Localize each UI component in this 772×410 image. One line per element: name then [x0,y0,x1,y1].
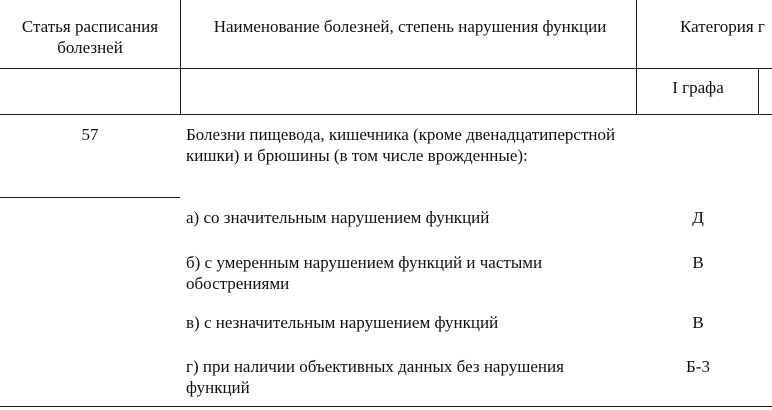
header-article-column: Статья расписания болезней [21,17,159,57]
item-text-b: б) с умеренным нарушением функций и частыми обострениями [186,253,543,293]
item-text-a: а) со значительным нарушением функций [186,208,490,227]
item-category-c: В [692,313,704,332]
article-number: 57 [81,125,99,144]
header-bottom-rule [0,68,772,69]
subheader-bottom-rule [0,114,772,115]
header-category-column: Категория г [680,17,765,36]
item-category-b: В [692,253,704,272]
item-text-d: г) при наличии объективных данных без нарушения функций [186,357,564,397]
item-category-d: Б-3 [686,357,710,376]
header-divider-article-name [180,0,181,115]
disease-description: Болезни пищевода, кишечника (кроме двенадцатиперстной кишки) и брюшины (в том числе врожденные): [186,125,616,165]
subheader-divider-graph1 [758,68,759,115]
header-name-column: Наименование болезней, степень нарушения функции [213,17,607,36]
table-bottom-rule [0,406,772,407]
article-cell-bottom-rule [0,197,180,198]
subheader-graph-1: I графа [672,78,724,97]
item-category-a: Д [692,208,704,227]
header-divider-name-category [636,0,637,115]
item-text-c: в) с незначительным нарушением функций [186,313,499,332]
